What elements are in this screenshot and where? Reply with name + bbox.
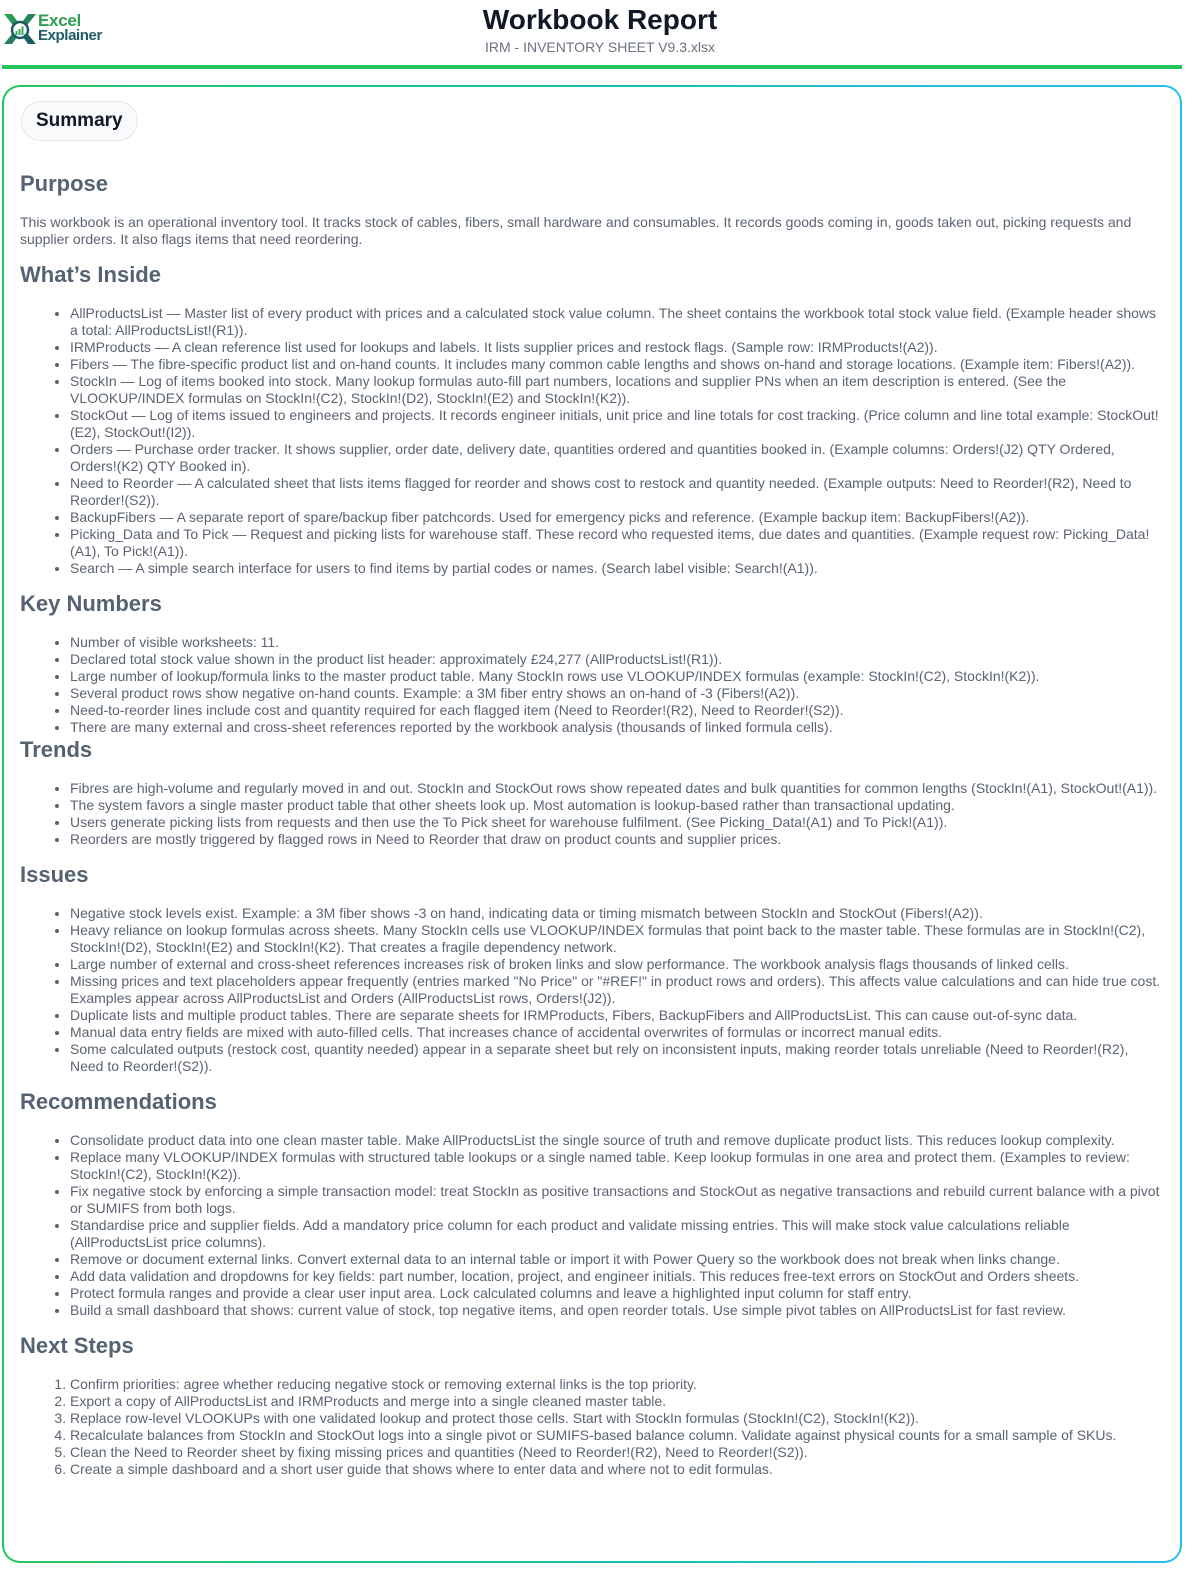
key-numbers-list <box>20 634 1164 736</box>
list-item: • StockIn — Log of items booked into stock. Many lookup formulas auto-fill part numbers, locations and supplier PNs when an item description is entered. (See the VLOOKUP/INDEX formulas on StockIn!(C2), StockIn!(D2), StockIn!(E2) and StockIn!(K2)). <box>70 373 1164 407</box>
list-item: • Fibres are high-volume and regularly moved in and out. StockIn and StockOut rows show repeated dates and bulk quantities for common lengths (StockIn!(A1), StockOut!(A1)). <box>70 780 1164 797</box>
section-heading: What’s Inside <box>20 262 161 287</box>
list-item: • The system favors a single master product table that other sheets look up. Most automation is lookup-based rather than transactional updating. <box>70 797 1164 814</box>
list-item: 2. Export a copy of AllProductsList and IRMProducts and merge into a single cleaned master table. <box>70 1393 1164 1410</box>
list-item: • Negative stock levels exist. Example: a 3M fiber shows -3 on hand, indicating data or timing mismatch between StockIn and StockOut (Fibers!(A2)). <box>70 905 1164 922</box>
list-item: • Need to Reorder — A calculated sheet that lists items flagged for reorder and shows cost to restock and quantity needed. (Example outputs: Need to Reorder!(R2), Need to Reorder!(S2)). <box>70 475 1164 509</box>
section-heading: Next Steps <box>20 1333 134 1358</box>
list-item: • Reorders are mostly triggered by flagged rows in Need to Reorder that draw on product counts and supplier prices. <box>70 831 1164 848</box>
section-purpose <box>20 171 1164 248</box>
recommendations-list <box>20 1132 1164 1319</box>
list-item: • Search — A simple search interface for users to find items by partial codes or names. (Search label visible: Search!(A1)). <box>70 560 1164 577</box>
logo-text-explainer: Explainer <box>38 27 102 44</box>
header-divider <box>2 65 1182 69</box>
list-item: • BackupFibers — A separate report of spare/backup fiber patchcords. Used for emergency picks and reference. (Example backup item: BackupFibers!(A2)). <box>70 509 1164 526</box>
section-trends <box>20 737 1164 848</box>
list-item: • Standardise price and supplier fields. Add a mandatory price column for each product and validate missing entries. This will make stock value calculations reliable (AllProductsList price columns). <box>70 1217 1164 1251</box>
list-item: • Missing prices and text placeholders appear frequently (entries marked "No Price" or "#REF!" in product rows and orders). This affects value calculations and can hide true cost. Examples appear across AllProductsList and Orders (AllProductsList rows, Orders!(J2)). <box>70 973 1164 1007</box>
list-item: • IRMProducts — A clean reference list used for lookups and labels. It lists supplier prices and restock flags. (Sample row: IRMProducts!(A2)). <box>70 339 1164 356</box>
list-item: • Orders — Purchase order tracker. It shows supplier, order date, delivery date, quantities ordered and quantities booked in. (Example columns: Orders!(J2) QTY Ordered, Orders!(K2) QTY Booked in). <box>70 441 1164 475</box>
list-item: • Several product rows show negative on-hand counts. Example: a 3M fiber entry shows an on-hand of -3 (Fibers!(A2)). <box>70 685 1164 702</box>
section-heading: Issues <box>20 862 89 887</box>
list-item: • Manual data entry fields are mixed with auto-filled cells. That increases chance of accidental overwrites of formulas or incorrect manual edits. <box>70 1024 1164 1041</box>
list-item: • Build a small dashboard that shows: current value of stock, top negative items, and open reorder totals. Use simple pivot tables on AllProductsList for fast review. <box>70 1302 1164 1319</box>
list-item: • Picking_Data and To Pick — Request and picking lists for warehouse staff. These record who requested items, due dates and quantities. (Example request row: Picking_Data!(A1), To Pick!(A1)). <box>70 526 1164 560</box>
issues-list <box>20 905 1164 1075</box>
list-item: 3. Replace row-level VLOOKUPs with one validated lookup and protect those cells. Start with StockIn formulas (StockIn!(C2), StockIn!(K2)). <box>70 1410 1164 1427</box>
list-item: 1. Confirm priorities: agree whether reducing negative stock or removing external links is the top priority. <box>70 1376 1164 1393</box>
list-item: • Add data validation and dropdowns for key fields: part number, location, project, and engineer initials. This reduces free-text errors on StockOut and Orders sheets. <box>70 1268 1164 1285</box>
next-steps-list <box>20 1376 1164 1478</box>
list-item: • Replace many VLOOKUP/INDEX formulas with structured table lookups or a single named table. Keep lookup formulas in one area and protect them. (Examples to review: StockIn!(C2), StockIn!(K2)). <box>70 1149 1164 1183</box>
list-item: • Fix negative stock by enforcing a simple transaction model: treat StockIn as positive transactions and StockOut as negative transactions and rebuild current balance with a pivot or SUMIFS from both logs. <box>70 1183 1164 1217</box>
list-item: • Protect formula ranges and provide a clear user input area. Lock calculated columns and leave a highlighted input column for staff entry. <box>70 1285 1164 1302</box>
list-item: • Heavy reliance on lookup formulas across sheets. Many StockIn cells use VLOOKUP/INDEX formulas that point back to the master table. These formulas are in StockIn!(C2), StockIn!(D2), StockIn!(E2) and StockIn!(K2). That creates a fragile dependency network. <box>70 922 1164 956</box>
list-item: • There are many external and cross-sheet references reported by the workbook analysis (thousands of linked formula cells). <box>70 719 1164 736</box>
list-item: • Consolidate product data into one clean master table. Make AllProductsList the single source of truth and remove duplicate product lists. This reduces lookup complexity. <box>70 1132 1164 1149</box>
list-item: • Need-to-reorder lines include cost and quantity required for each flagged item (Need to Reorder!(R2), Need to Reorder!(S2)). <box>70 702 1164 719</box>
list-item: 5. Clean the Need to Reorder sheet by fixing missing prices and quantities (Need to Reorder!(R2), Need to Reorder!(S2)). <box>70 1444 1164 1461</box>
list-item: • Duplicate lists and multiple product tables. There are separate sheets for IRMProducts, Fibers, BackupFibers and AllProductsList. This can cause out-of-sync data. <box>70 1007 1164 1024</box>
sheet-list <box>20 305 1164 577</box>
purpose-text: This workbook is an operational inventory tool. It tracks stock of cables, fibers, small hardware and consumables. It records goods coming in, goods taken out, picking requests and supplier orders. It also flags items that need reordering. <box>20 214 1132 247</box>
section-heading: Key Numbers <box>20 591 162 616</box>
list-item: • Number of visible worksheets: 11. <box>70 634 1164 651</box>
list-item: • Large number of lookup/formula links to the master product table. Many StockIn rows use VLOOKUP/INDEX formulas (example: StockIn!(C2), StockIn!(K2)). <box>70 668 1164 685</box>
section-heading: Recommendations <box>20 1089 217 1114</box>
list-item: • StockOut — Log of items issued to engineers and projects. It records engineer initials, unit price and line totals for cost tracking. (Price column and line total example: StockOut!(E2), StockOut!(I2)). <box>70 407 1164 441</box>
tab-summary[interactable]: Summary <box>21 101 138 141</box>
list-item: • Some calculated outputs (restock cost, quantity needed) appear in a separate sheet but rely on inconsistent inputs, making reorder totals unreliable (Need to Reorder!(R2), Need to Reorder!(S2)). <box>70 1041 1164 1075</box>
section-issues <box>20 862 1164 1075</box>
logo-text-excel: Excel <box>38 11 81 30</box>
section-heading: Purpose <box>20 171 109 196</box>
section-heading: Trends <box>20 737 93 762</box>
list-item: • Fibers — The fibre-specific product list and on-hand counts. It includes many common cable lengths and shows on-hand and storage locations. (Example item: Fibers!(A2)). <box>70 356 1164 373</box>
list-item: • Remove or document external links. Convert external data to an internal table or import it with Power Query so the workbook does not break when links change. <box>70 1251 1164 1268</box>
list-item: 4. Recalculate balances from StockIn and StockOut logs into a single pivot or SUMIFS-based balance column. Validate against physical counts for a small sample of SKUs. <box>70 1427 1164 1444</box>
section-next-steps <box>20 1333 1164 1478</box>
workbook-filename: IRM - INVENTORY SHEET V9.3.xlsx <box>484 39 716 55</box>
page-title: Workbook Report <box>482 4 718 35</box>
list-item: 6. Create a simple dashboard and a short user guide that shows where to enter data and where not to edit formulas. <box>70 1461 1164 1478</box>
list-item: • Declared total stock value shown in the product list header: approximately £24,277 (AllProductsList!(R1)). <box>70 651 1164 668</box>
list-item: • Users generate picking lists from requests and then use the To Pick sheet for warehouse fulfilment. (See Picking_Data!(A1) and To Pick!(A1)). <box>70 814 1164 831</box>
section-recommendations <box>20 1089 1164 1319</box>
trends-list <box>20 780 1164 848</box>
report-card <box>2 85 1182 1563</box>
list-item: • AllProductsList — Master list of every product with prices and a calculated stock value column. The sheet contains the workbook total stock value field. (Example header shows a total: AllProductsList!(R1)). <box>70 305 1164 339</box>
list-item: • Large number of external and cross-sheet references increases risk of broken links and slow performance. The workbook analysis flags thousands of linked cells. <box>70 956 1164 973</box>
section-key-numbers <box>20 591 1164 736</box>
report-header <box>0 0 1200 62</box>
section-whats-inside <box>20 262 1164 577</box>
